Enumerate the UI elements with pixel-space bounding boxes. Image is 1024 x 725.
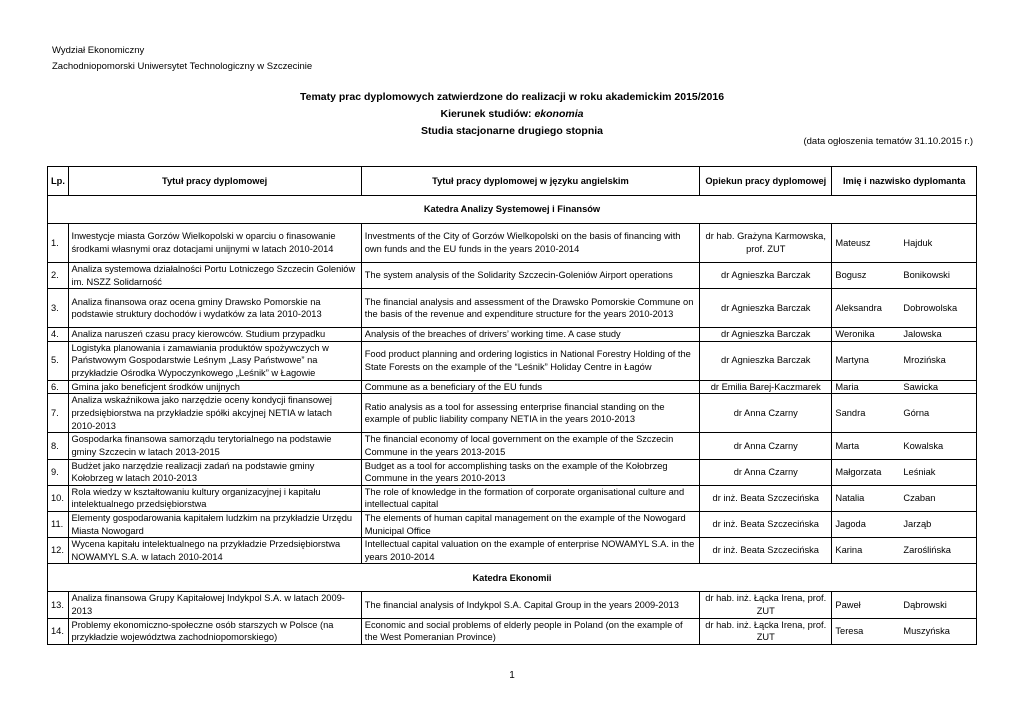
student-name — [832, 341, 977, 380]
student-first-name: Teresa — [835, 625, 864, 636]
student-last-name: Jarząb — [903, 519, 932, 530]
supervisor: dr Anna Czarny — [700, 459, 832, 485]
thesis-title-en: Analysis of the breaches of drivers’ working time. A case study — [361, 328, 699, 342]
row-number: 12. — [48, 538, 69, 564]
student-first-name: Małgorzata — [835, 466, 882, 477]
student-name — [832, 394, 977, 433]
header-student: Imię i nazwisko dyplomanta — [832, 167, 977, 196]
supervisor: dr Anna Czarny — [700, 394, 832, 433]
student-last-name: Górna — [903, 408, 930, 419]
supervisor: dr Agnieszka Barczak — [700, 289, 832, 328]
thesis-title-en: Investments of the City of Gorzów Wielkopolski on the basis of financing with own funds and the EU funds in the years 2010-2014 — [361, 224, 699, 263]
student-name — [832, 538, 977, 564]
student-last-name: Leśniak — [903, 466, 936, 477]
studies-line: Studia stacjonarne drugiego stopnia — [420, 125, 604, 137]
row-number: 4. — [48, 328, 69, 342]
student-first-name: Mateusz — [835, 237, 871, 248]
page-number: 1 — [509, 670, 515, 681]
student-first-name: Marta — [835, 440, 860, 451]
thesis-title-en: The financial economy of local government on the example of the Szczecin Commune in the years 2013-2015 — [361, 433, 699, 459]
row-number: 13. — [48, 592, 69, 618]
faculty-name: Wydział Ekonomiczny — [52, 45, 145, 56]
student-first-name: Natalia — [835, 493, 865, 504]
department-row — [48, 196, 977, 224]
supervisor: dr hab. Grażyna Karmowska, prof. ZUT — [700, 224, 832, 263]
thesis-title-en: Food product planning and ordering logistics in National Forestry Holding of the State Forests on the example of the “Leśnik” Holiday Centre in Łagów — [361, 341, 699, 380]
table-row — [48, 511, 977, 537]
thesis-title-pl: Analiza finansowa Grupy Kapitałowej Indykpol S.A. w latach 2009-2013 — [68, 592, 361, 618]
thesis-title-en: The system analysis of the Solidarity Szczecin-Goleniów Airport operations — [361, 263, 699, 289]
thesis-title-pl: Elementy gospodarowania kapitałem ludzkim na przykładzie Urzędu Miasta Nowogard — [68, 511, 361, 537]
student-name — [832, 511, 977, 537]
direction-line — [0, 106, 1024, 123]
thesis-title-pl: Analiza naruszeń czasu pracy kierowców. Studium przypadku — [68, 328, 361, 342]
supervisor: dr inż. Beata Szczecińska — [700, 538, 832, 564]
student-first-name: Sandra — [835, 408, 866, 419]
row-number: 3. — [48, 289, 69, 328]
header-supervisor: Opiekun pracy dyplomowej — [700, 167, 832, 196]
announcement-date: (data ogłoszenia tematów 31.10.2015 r.) — [803, 136, 973, 147]
header-title-pl: Tytuł pracy dyplomowej — [68, 167, 361, 196]
supervisor: dr inż. Beata Szczecińska — [700, 485, 832, 511]
thesis-title-pl: Inwestycje miasta Gorzów Wielkopolski w oparciu o finasowanie środkami własnymi oraz dotacjami unijnymi w latach 2010-2014 — [68, 224, 361, 263]
supervisor: dr Agnieszka Barczak — [700, 263, 832, 289]
student-last-name: Mrozińska — [903, 355, 946, 366]
student-first-name: Bogusz — [835, 270, 867, 281]
student-name — [832, 433, 977, 459]
student-last-name: Dąbrowski — [903, 599, 947, 610]
student-name — [832, 380, 977, 394]
thesis-title-pl: Gmina jako beneficjent środków unijnych — [68, 380, 361, 394]
student-name — [832, 618, 977, 644]
student-last-name: Bonikowski — [903, 270, 950, 281]
table-row — [48, 263, 977, 289]
row-number: 2. — [48, 263, 69, 289]
thesis-title-en: Economic and social problems of elderly people in Poland (on the example of the West Pomeranian Province) — [361, 618, 699, 644]
header-lp: Lp. — [48, 167, 69, 196]
table-row — [48, 328, 977, 342]
student-last-name: Czaban — [903, 493, 936, 504]
document-header — [52, 43, 312, 75]
student-first-name: Aleksandra — [835, 302, 882, 313]
thesis-title-pl: Gospodarka finansowa samorządu terytorialnego na podstawie gminy Szczecin w latach 2013-2015 — [68, 433, 361, 459]
thesis-title-pl: Wycena kapitału intelektualnego na przykładzie Przedsiębiorstwa NOWAMYL S.A. w latach 2010-2014 — [68, 538, 361, 564]
table-row — [48, 459, 977, 485]
thesis-title-pl: Problemy ekonomiczno-społeczne osób starszych w Polsce (na przykładzie województwa zachodniopomorskiego) — [68, 618, 361, 644]
student-name — [832, 459, 977, 485]
header-title-en: Tytuł pracy dyplomowej w języku angielskim — [361, 167, 699, 196]
student-last-name: Zaroślińska — [903, 545, 951, 556]
thesis-table — [47, 166, 977, 645]
table-row — [48, 485, 977, 511]
student-last-name: Sawicka — [903, 381, 939, 392]
row-number: 14. — [48, 618, 69, 644]
student-name — [832, 485, 977, 511]
student-first-name: Maria — [835, 381, 859, 392]
student-last-name: Jalowska — [903, 329, 942, 340]
row-number: 8. — [48, 433, 69, 459]
thesis-title-en: Ratio analysis as a tool for assessing enterprise financial standing on the example of public liability company NETIA in the years 2010-2013 — [361, 394, 699, 433]
table-row — [48, 538, 977, 564]
supervisor: dr inż. Beata Szczecińska — [700, 511, 832, 537]
main-title: Tematy prac dyplomowych zatwierdzone do realizacji w roku akademickim 2015/2016 — [299, 91, 725, 103]
table-row — [48, 433, 977, 459]
row-number: 1. — [48, 224, 69, 263]
student-first-name: Martyna — [835, 355, 869, 366]
student-last-name: Hajduk — [903, 237, 933, 248]
table-row — [48, 224, 977, 263]
student-first-name: Karina — [835, 545, 863, 556]
student-name — [832, 328, 977, 342]
table-body — [48, 196, 977, 645]
table-row — [48, 380, 977, 394]
supervisor: dr hab. inż. Łącka Irena, prof. ZUT — [700, 592, 832, 618]
student-name — [832, 592, 977, 618]
student-last-name: Kowalska — [903, 440, 944, 451]
department-name: Katedra Ekonomii — [48, 564, 977, 592]
thesis-title-en: The financial analysis of Indykpol S.A. Capital Group in the years 2009-2013 — [361, 592, 699, 618]
student-name — [832, 289, 977, 328]
row-number: 11. — [48, 511, 69, 537]
row-number: 6. — [48, 380, 69, 394]
university-name: Zachodniopomorski Uniwersytet Technologiczny w Szczecinie — [52, 61, 313, 72]
department-name: Katedra Analizy Systemowej i Finansów — [48, 196, 977, 224]
thesis-title-pl: Analiza systemowa działalności Portu Lotniczego Szczecin Goleniów im. NSZZ Solidarność — [68, 263, 361, 289]
table-header-row — [48, 167, 977, 196]
direction-prefix: Kierunek studiów: — [440, 108, 535, 120]
thesis-title-pl: Budżet jako narzędzie realizacji zadań na podstawie gminy Kołobrzeg w latach 2010-2013 — [68, 459, 361, 485]
table-row — [48, 592, 977, 618]
row-number: 7. — [48, 394, 69, 433]
thesis-title-en: The financial analysis and assessment of the Drawsko Pomorskie Commune on the basis of the revenue and expenditure structure for the years 2010-2013 — [361, 289, 699, 328]
thesis-title-en: The elements of human capital management on the example of the Nowogard Municipal Office — [361, 511, 699, 537]
thesis-title-pl: Logistyka planowania i zamawiania produktów spożywczych w Państwowym Gospodarstwie Leśnym „Lasy Państwowe” na przykładzie Ośrodka Wypoczynkowego „Leśnik” w Łagowie — [68, 341, 361, 380]
student-last-name: Muszyńska — [903, 625, 950, 636]
table-row — [48, 394, 977, 433]
supervisor: dr hab. inż. Łącka Irena, prof. ZUT — [700, 618, 832, 644]
student-last-name: Dobrowolska — [903, 302, 958, 313]
row-number: 5. — [48, 341, 69, 380]
table-row — [48, 289, 977, 328]
supervisor: dr Emilia Barej-Kaczmarek — [700, 380, 832, 394]
student-name — [832, 224, 977, 263]
table-row — [48, 341, 977, 380]
thesis-title-en: Budget as a tool for accomplishing tasks on the example of the Kołobrzeg Commune in the years 2010-2013 — [361, 459, 699, 485]
thesis-title-en: The role of knowledge in the formation of corporate organisational culture and intellectual capital — [361, 485, 699, 511]
student-first-name: Jagoda — [835, 519, 866, 530]
supervisor: dr Agnieszka Barczak — [700, 328, 832, 342]
thesis-title-en: Intellectual capital valuation on the example of enterprise NOWAMYL S.A. in the years 2010-2014 — [361, 538, 699, 564]
supervisor: dr Anna Czarny — [700, 433, 832, 459]
student-first-name: Weronika — [835, 329, 875, 340]
document-titles — [0, 89, 1024, 140]
student-name — [832, 263, 977, 289]
row-number: 10. — [48, 485, 69, 511]
supervisor: dr Agnieszka Barczak — [700, 341, 832, 380]
student-first-name: Paweł — [835, 599, 861, 610]
thesis-title-pl: Analiza finansowa oraz ocena gminy Drawsko Pomorskie na podstawie struktury dochodów i wydatków za lata 2010-2013 — [68, 289, 361, 328]
thesis-title-pl: Analiza wskaźnikowa jako narzędzie oceny kondycji finansowej przedsiębiorstwa na przykładzie spółki akcyjnej NETIA w latach 2010-2013 — [68, 394, 361, 433]
department-row — [48, 564, 977, 592]
table-row — [48, 618, 977, 644]
thesis-title-en: Commune as a beneficiary of the EU funds — [361, 380, 699, 394]
direction-value: ekonomia — [534, 108, 584, 120]
thesis-title-pl: Rola wiedzy w kształtowaniu kultury organizacyjnej i kapitału intelektualnego przedsiębiorstwa — [68, 485, 361, 511]
row-number: 9. — [48, 459, 69, 485]
